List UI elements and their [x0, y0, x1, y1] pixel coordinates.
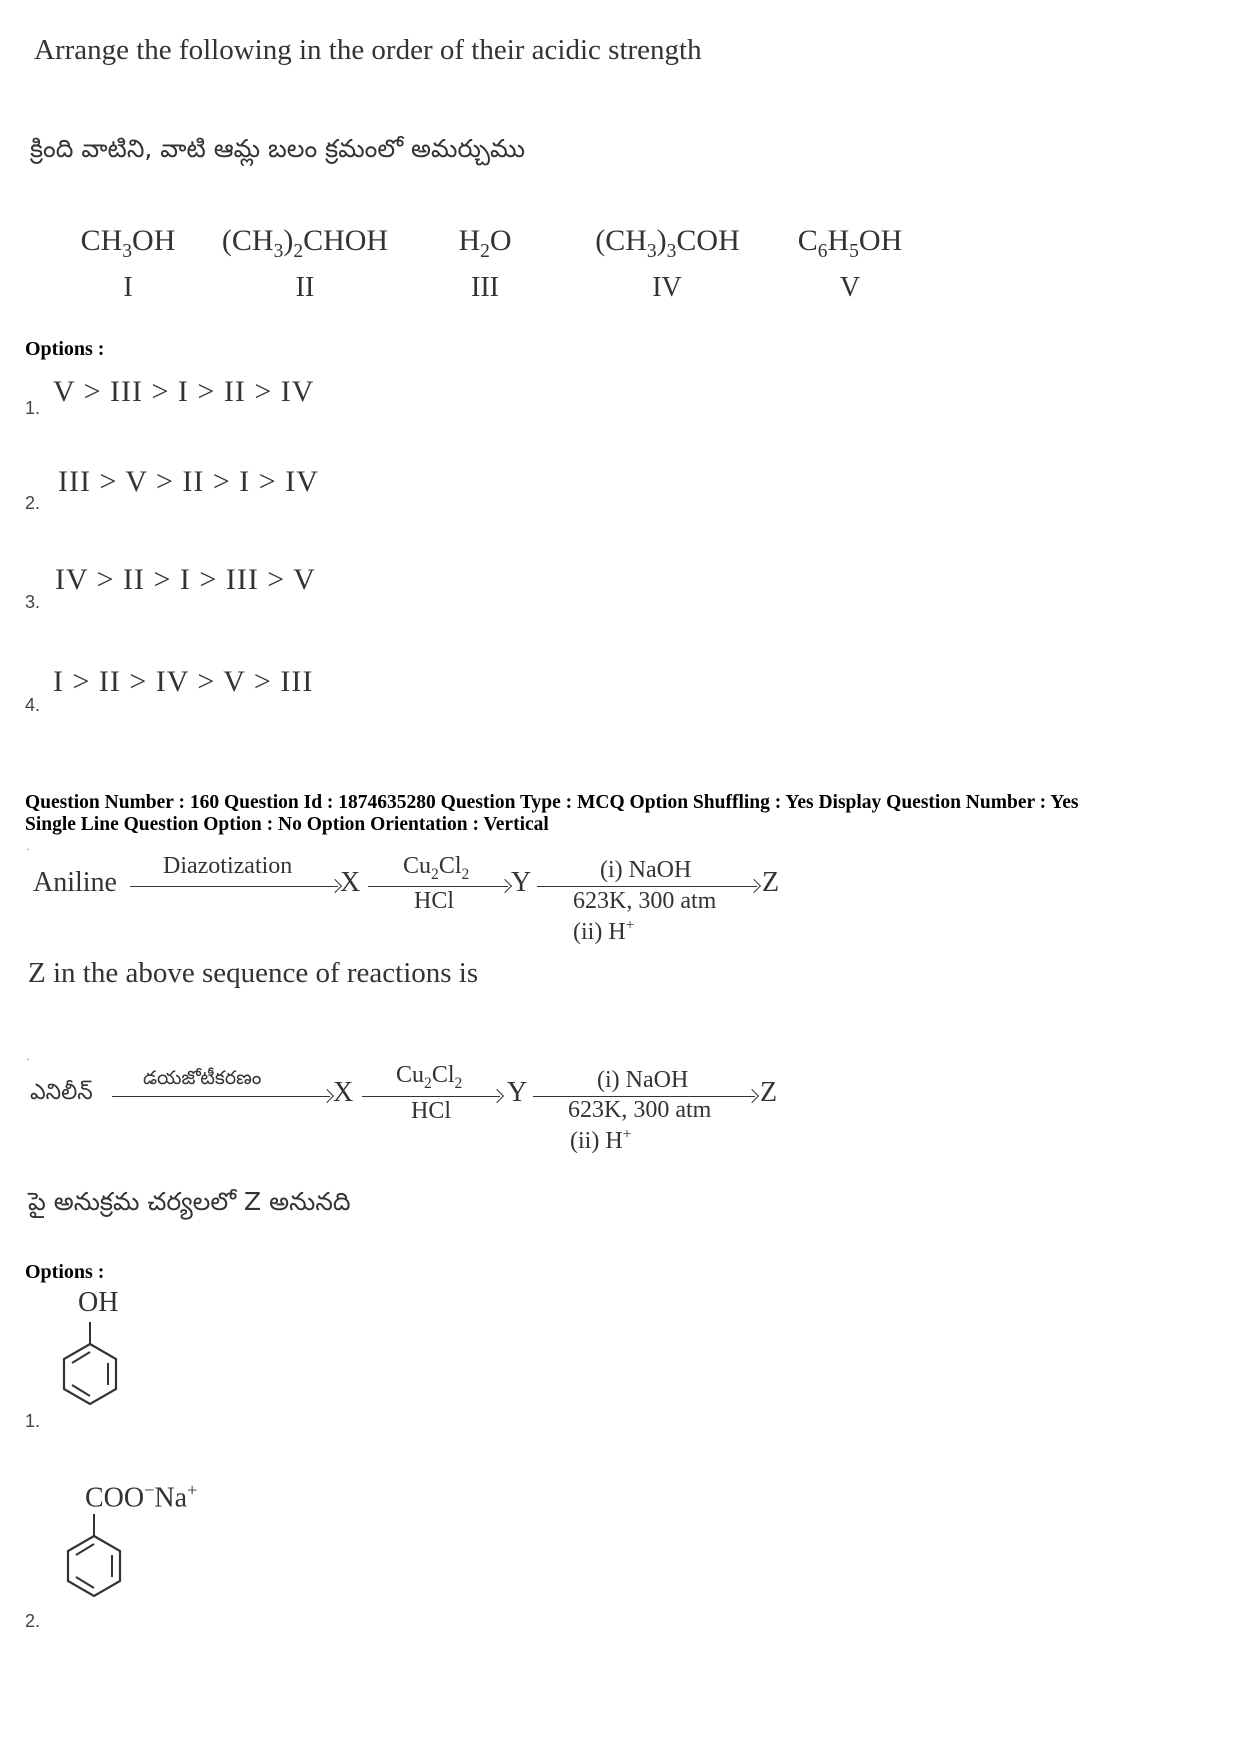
product-z: Z — [760, 1077, 778, 1108]
compound-label-2: II — [295, 272, 315, 303]
option-number: 1. — [25, 398, 41, 418]
options-label: Options : — [25, 1261, 105, 1283]
step1-label-telugu: డయజోటీకరణం — [143, 1067, 262, 1089]
question-text-english: Z in the above sequence of reactions is — [28, 957, 479, 989]
reactant-aniline-telugu: ఎనిలీన్ — [30, 1080, 93, 1105]
step2-acid: HCl — [411, 1098, 452, 1124]
compound-formula-5: $C_6H_5OH$ — [797, 224, 903, 262]
intermediate-x: X — [340, 867, 361, 898]
question-text-telugu: క్రింది వాటిని, వాటి ఆమ్ల బలం క్రమంలో అమర్చుము — [30, 134, 526, 163]
arrow-1 — [130, 886, 338, 887]
option-text: IV > II > I > III > V — [55, 563, 316, 596]
option-number: 1. — [25, 1411, 41, 1431]
compound-formula-4: $(CH_3)_3COH$ — [595, 224, 740, 262]
intermediate-y: Y — [507, 1077, 528, 1108]
arrow-1 — [112, 1096, 330, 1097]
compound-label-1: I — [123, 272, 133, 303]
product-z: Z — [762, 867, 780, 898]
step3-bottom: (ii) H+ — [570, 1126, 632, 1154]
compound-formula-3: $H_2O$ — [458, 224, 512, 262]
question-text-telugu: పై అనుక్రమ చర్యలలో Z అనునది — [28, 1187, 351, 1216]
substituent-carboxylate: COO−Na+ — [85, 1480, 198, 1514]
step3-middle: 623K, 300 atm — [568, 1097, 712, 1123]
compound-formula-2: $(CH_3)_2CHOH$ — [221, 224, 389, 262]
arrow-3 — [537, 886, 757, 887]
step3-bottom: (ii) H+ — [573, 917, 635, 945]
benzene-ring-icon — [56, 1512, 132, 1624]
options-label: Options : — [25, 338, 105, 360]
arrow-2 — [362, 1096, 500, 1097]
marker-dot: . — [27, 1052, 30, 1063]
compound-label-5: V — [839, 272, 861, 303]
compound-formula-1: $CH_3OH$ — [80, 224, 176, 262]
step2-reagent: $Cu_2Cl_2$ — [396, 1062, 463, 1092]
reactant-aniline: Aniline — [33, 867, 117, 898]
arrow-2 — [368, 886, 508, 887]
step1-label: Diazotization — [163, 853, 293, 879]
compound-label-3: III — [471, 272, 499, 303]
step3-top: (i) NaOH — [600, 857, 692, 883]
benzene-ring-icon — [52, 1320, 128, 1432]
option-number: 2. — [25, 493, 41, 513]
step2-acid: HCl — [414, 888, 455, 914]
option-number: 4. — [25, 695, 41, 715]
step3-top: (i) NaOH — [597, 1067, 689, 1093]
question-meta-line-2: Single Line Question Option : No Option Orientation : Vertical — [25, 814, 549, 835]
marker-dot: . — [27, 842, 30, 853]
substituent-oh: OH — [78, 1287, 119, 1318]
intermediate-x: X — [333, 1077, 354, 1108]
step3-middle: 623K, 300 atm — [573, 888, 717, 914]
intermediate-y: Y — [511, 867, 532, 898]
question-meta-line-1: Question Number : 160 Question Id : 1874635280 Question Type : MCQ Option Shuffling : Yes Display Question Number : Yes — [25, 792, 1079, 813]
compound-label-4: IV — [652, 272, 682, 303]
question-text-english: Arrange the following in the order of their acidic strength — [34, 34, 702, 66]
option-text: I > II > IV > V > III — [53, 665, 314, 698]
option-text: III > V > II > I > IV — [58, 465, 319, 498]
step2-reagent: $Cu_2Cl_2$ — [403, 853, 470, 883]
option-number: 3. — [25, 592, 41, 612]
option-number: 2. — [25, 1611, 41, 1631]
option-text: V > III > I > II > IV — [53, 375, 315, 408]
